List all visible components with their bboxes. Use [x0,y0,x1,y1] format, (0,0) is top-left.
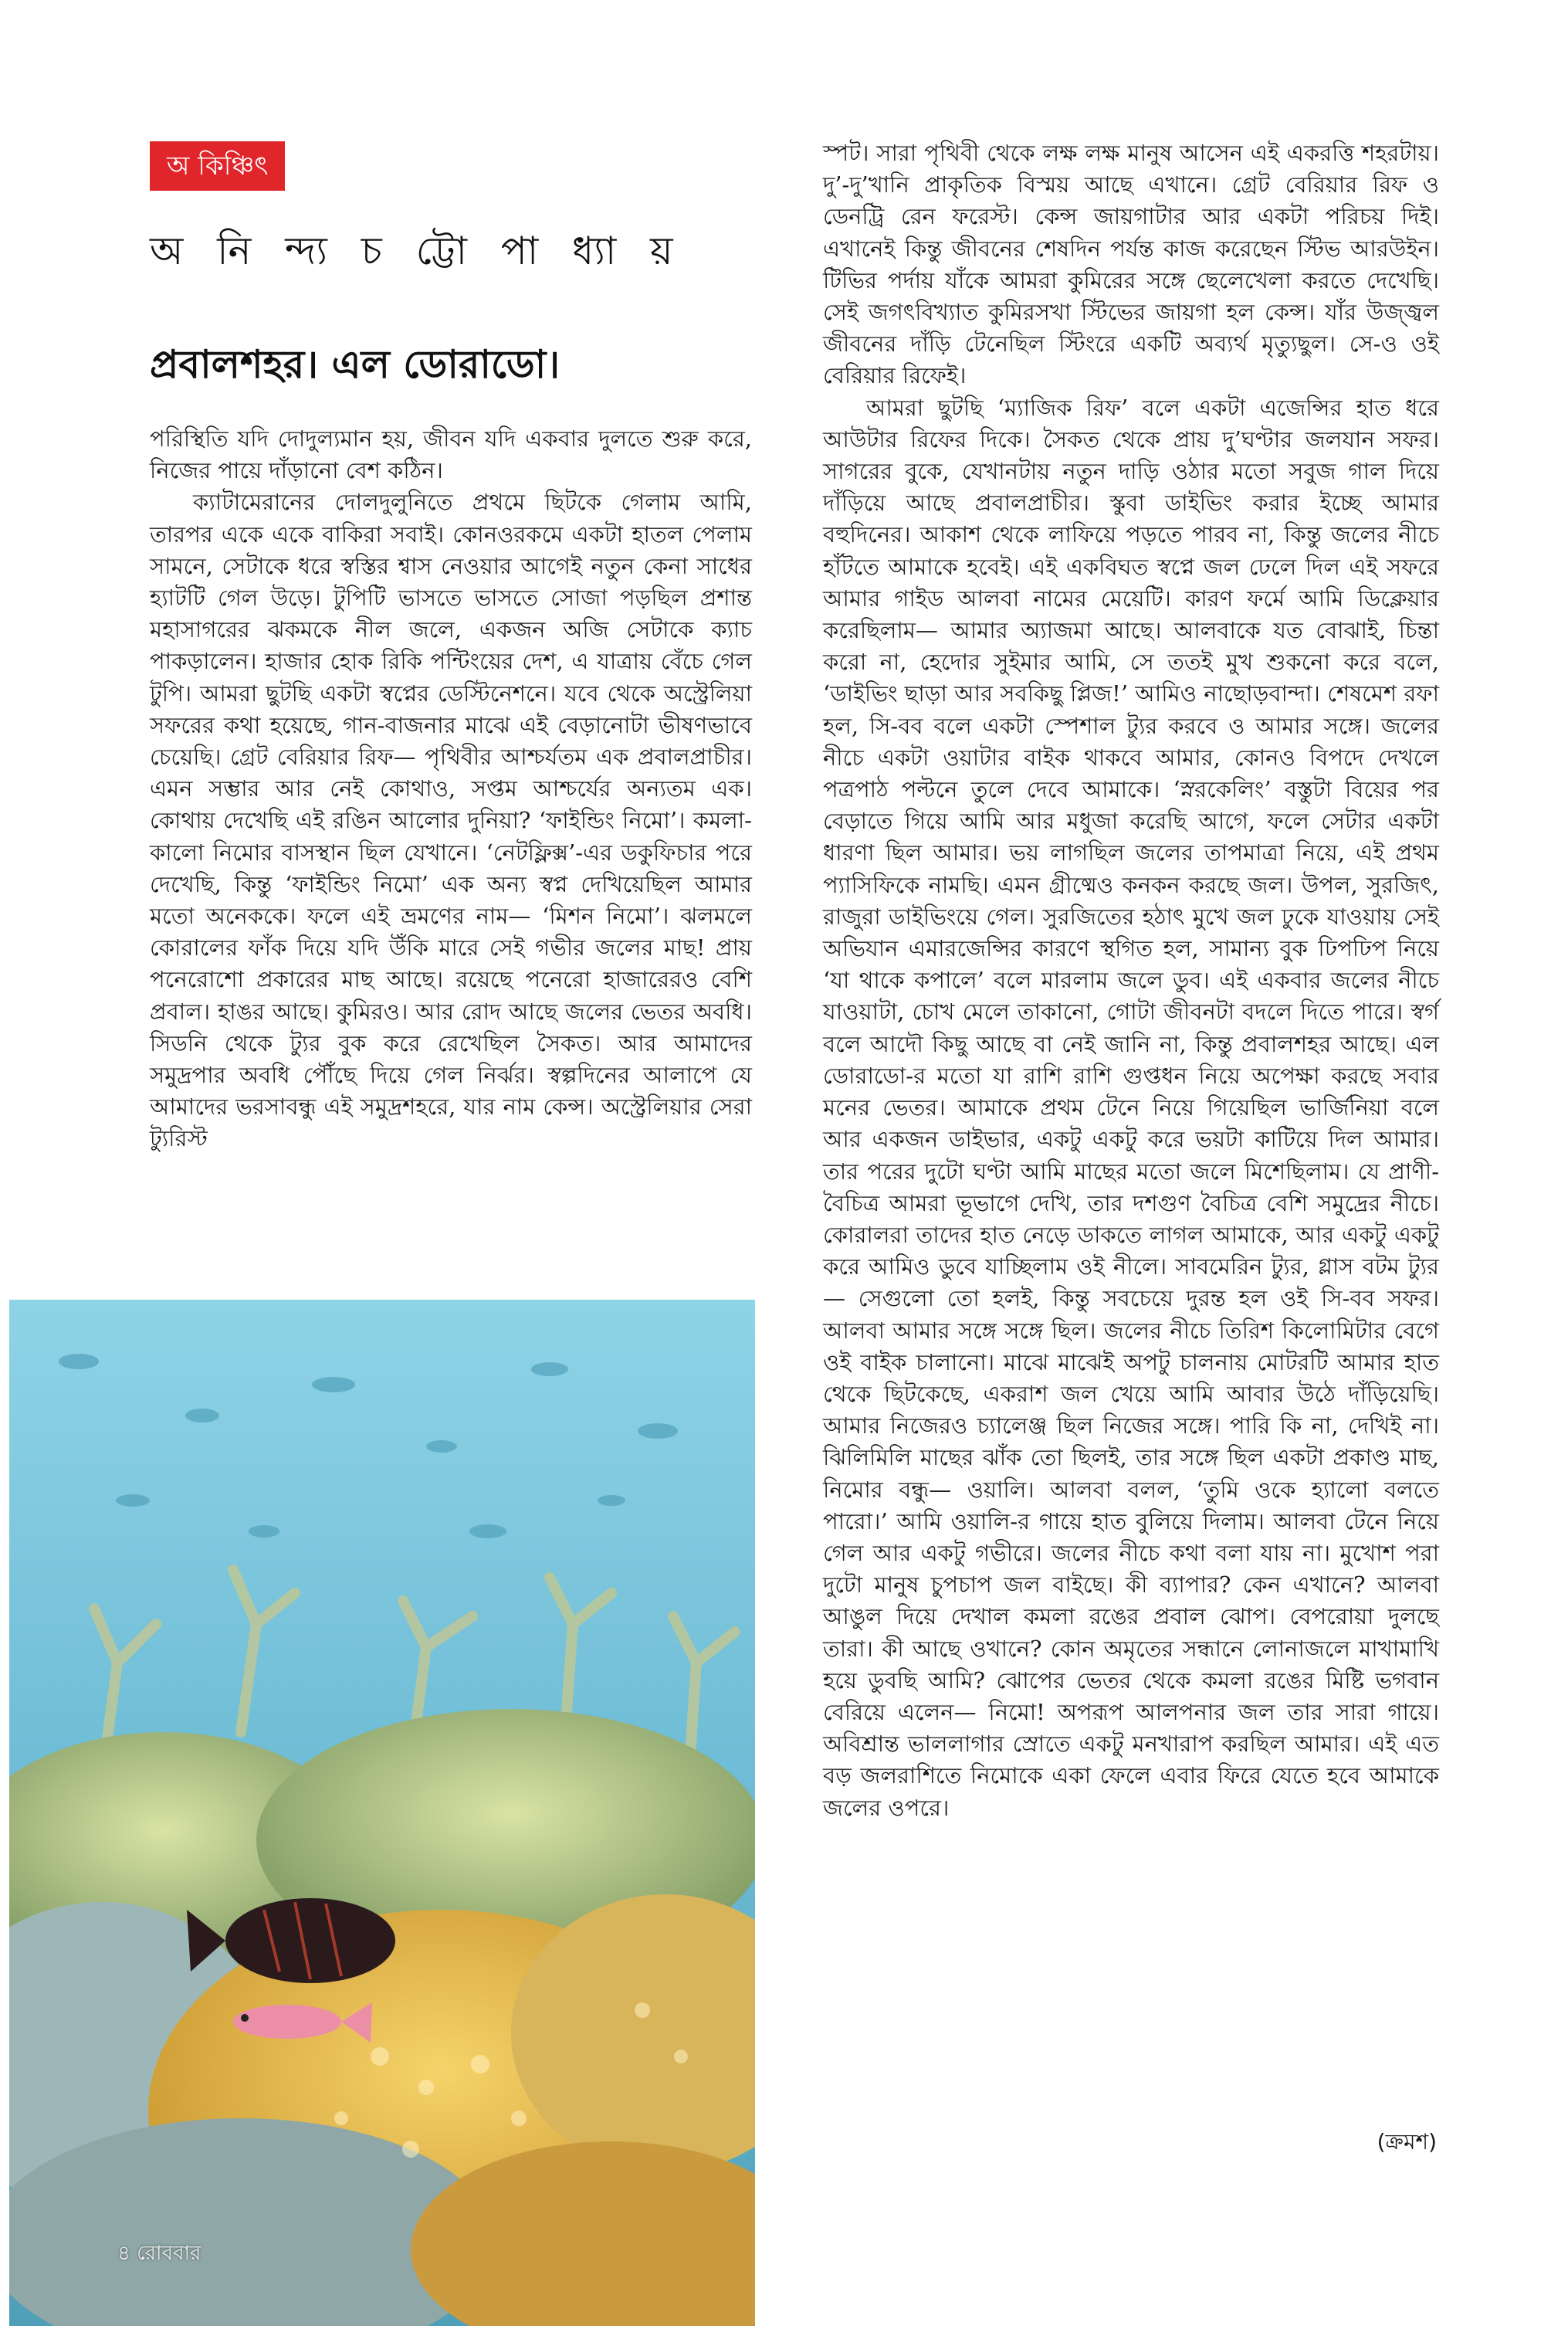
coral-reef-photo [9,1300,755,2326]
article-column-right [823,137,1439,1824]
page-number: ৪ রোববার [117,2242,202,2265]
paragraph: স্পট। সারা পৃথিবী থেকে লক্ষ লক্ষ মানুষ আসেন এই একরত্তি শহরটায়। দু’-দু’খানি প্রাকৃতিক বিস্ময় আছে এখানে। গ্রেট বেরিয়ার রিফ ও ডেনট্রি রেন ফরেস্ট। কেন্স জায়গাটার আর একটা পরিচয় দিই। এখানেই কিন্তু জীবনের শেষদিন পর্যন্ত কাজ করেছেন স্টিভ আরউইন। টিভির পর্দায় যাঁকে আমরা কুমিরের সঙ্গে ছেলেখেলা করতে দেখেছি। সেই জগৎবিখ্যাত কুমিরসখা স্টিভের জায়গা হল কেন্স। যাঁর উজ্জ্বল জীবনের দাঁড়ি টেনেছিল স্টিংরে একটি অব্যর্থ মৃত্যুছুল। সে-ও ওই বেরিয়ার রিফেই। [823,140,1439,389]
continued-label: (ক্রমশ) [1377,2129,1437,2155]
paragraph: আমরা ছুটছি ‘ম্যাজিক রিফ’ বলে একটা এজেন্সির হাত ধরে আউটার রিফের দিকে। সৈকত থেকে প্রায় দু’ঘণ্টার জলযান সফর। সাগরের বুকে, যেখানটায় নতুন দাড়ি ওঠার মতো সবুজ গাল দিয়ে দাঁড়িয়ে আছে প্রবালপ্রাচীর। স্কুবা ডাইভিং করার ইচ্ছে আমার বহুদিনের। আকাশ থেকে লাফিয়ে পড়তে পারব না, কিন্তু জলের নীচে হাঁটতে আমাকে হবেই। এই একবিঘত স্বপ্নে জল ঢেলে দিল এই সফরে আমার গাইড আলবা নামের মেয়েটি। কারণ ফর্মে আমি ডিক্লেয়ার করেছিলাম— আমার অ্যাজমা আছে। আলবাকে যত বোঝাই, চিন্তা করো না, হেদোর সুইমার আমি, সে ততই মুখ শুকনো করে বলে, ‘ডাইভিং ছাড়া আর সবকিছু প্লিজ!’ আমিও নাছোড়বান্দা। শেষমেশ রফা হল, সি-বব বলে একটা স্পেশাল ট্যুর করবে ও আমার সঙ্গে। জলের নীচে একটা ওয়াটার বাইক থাকবে আমার, কোনও বিপদে দেখলে পত্রপাঠ পল্টনে তুলে দেবে আমাকে। ‘স্নরকেলিং’ বস্তুটা বিয়ের পর বেড়াতে গিয়ে আমি আর মধুজা করেছি আগে, ফলে সেটার একটা ধারণা ছিল আমার। ভয় লাগছিল জলের তাপমাত্রা নিয়ে, এই প্রথম প্যাসিফিকে নামছি। এমন গ্রীষ্মেও কনকন করছে জল। উপল, সুরজিৎ, রাজুরা ডাইভিংয়ে গেল। সুরজিতের হঠাৎ মুখে জল ঢুকে যাওয়ায় সেই অভিযান এমারজেন্সির কারণে স্থগিত হল, সামান্য বুক ঢিপঢিপ নিয়ে ‘যা থাকে কপালে’ বলে মারলাম জলে ডুব। এই একবার জলের নীচে যাওয়াটা, চোখ মেলে তাকানো, গোটা জীবনটা বদলে দিতে পারে। স্বর্গ বলে আদৌ কিছু আছে বা নেই জানি না, কিন্তু প্রবালশহর আছে। এল ডোরাডো-র মতো যা রাশি রাশি গুপ্তধন নিয়ে অপেক্ষা করছে সবার মনের ভেতর। আমাকে প্রথম টেনে নিয়ে গিয়েছিল ভার্জিনিয়া বলে আর একজন ডাইভার, একটু একটু করে ভয়টা কাটিয়ে দিল আমার। তার পরের দুটো ঘণ্টা আমি মাছের মতো জলে মিশেছিলাম। যে প্রাণী-বৈচিত্র আমরা ভূভাগে দেখি, তার দশগুণ বৈচিত্র বেশি সমুদ্রের নীচে। কোরালরা তাদের হাত নেড়ে ডাকতে লাগল আমাকে, আর একটু একটু করে আমিও ডুবে যাচ্ছিলাম ওই নীলে। সাবমেরিন ট্যুর, গ্লাস বটম ট্যুর— সেগুলো তো হলই, কিন্তু সবচেয়ে দুরন্ত হল ওই সি-বব সফর। আলবা আমার সঙ্গে সঙ্গে ছিল। জলের নীচে তিরিশ কিলোমিটার বেগে ওই বাইক চালানো। মাঝে মাঝেই অপটু চালনায় মোটরটি আমার হাত থেকে ছিটকেছে, একরাশ জল খেয়ে আমি আবার উঠে দাঁড়িয়েছি। আমার নিজেরও চ্যালেঞ্জ ছিল নিজের সঙ্গে। পারি কি না, দেখিই না। ঝিলিমিলি মাছের ঝাঁক তো ছিলই, তার সঙ্গে ছিল একটা প্রকাণ্ড মাছ, নিমোর বন্ধু— ওয়ালি। আলবা বলল, ‘তুমি ওকে হ্যালো বলতে পারো।’ আমি ওয়ালি-র গায়ে হাত বুলিয়ে দিলাম। আলবা টেনে নিয়ে গেল আর একটু গভীরে। জলের নীচে কথা বলা যায় না। মুখোশ পরা দুটো মানুষ চুপচাপ জল বাইছে। কী ব্যাপার? কেন এখানে? আলবা আঙুল দিয়ে দেখাল কমলা রঙের প্রবাল ঝোপ। বেপরোয়া দুলছে তারা। কী আছে ওখানে? কোন অমৃতের সন্ধানে লোনাজলে মাখামাখি হয়ে ডুবছি আমি? ঝোপের ভেতর থেকে কমলা রঙের মিষ্টি ভগবান বেরিয়ে এলেন— নিমো! অপরূপ আলপনার জল তার সারা গায়ে। অবিশ্রান্ত ভাললাগার স্রোতে একটু মনখারাপ করছিল আমার। এই এত বড় জলরাশিতে নিমোকে একা ফেলে এবার ফিরে যেতে হবে আমাকে জলের ওপরে। [823,394,1439,1821]
page-title: প্রবালশহর। এল ডোরাডো। [150,342,560,387]
paragraph: ক্যাটামেরানের দোলদুলুনিতে প্রথমে ছিটকে গেলাম আমি, তারপর একে একে বাকিরা সবাই। কোনওরকমে একটা হাতল পেলাম সামনে, সেটাকে ধরে স্বস্তির শ্বাস নেওয়ার আগেই নতুন কেনা সাধের হ্যাটটি গেল উড়ে। টুপিটি ভাসতে ভাসতে সোজা পড়ছিল প্রশান্ত মহাসাগরের ঝকমকে নীল জলে, একজন অজি সেটাকে ক্যাচ পাকড়ালেন। হাজার হোক রিকি পন্টিংয়ের দেশ, এ যাত্রায় বেঁচে গেল টুপি। আমরা ছুটছি একটা স্বপ্নের ডেস্টিনেশনে। যবে থেকে অস্ট্রেলিয়া সফরের কথা হয়েছে, গান-বাজনার মাঝে এই বেড়ানোটা ভীষণভাবে চেয়েছি। গ্রেট বেরিয়ার রিফ— পৃথিবীর আশ্চর্যতম এক প্রবালপ্রাচীর। এমন সম্ভার আর নেই কোথাও, সপ্তম আশ্চর্যের অন্যতম এক। কোথায় দেখেছি এই রঙিন আলোর দুনিয়া? ‘ফাইন্ডিং নিমো’। কমলা-কালো নিমোর বাসস্থান ছিল যেখানে। ‘নেটফ্লিক্স’-এর ডকুফিচার পরে দেখেছি, কিন্তু ‘ফাইন্ডিং নিমো’ এক অন্য স্বপ্ন দেখিয়েছিল আমার মতো অনেককে। ফলে এই ভ্রমণের নাম— ‘মিশন নিমো’। ঝলমলে কোরালের ফাঁক দিয়ে যদি উঁকি মারে সেই গভীর জলের মাছ! প্রায় পনেরোশো প্রকারের মাছ আছে। রয়েছে পনেরো হাজারেরও বেশি প্রবাল। হাঙর আছে। কুমিরও। আর রোদ আছে জলের ভেতর অবধি। সিডনি থেকে ট্যুর বুক করে রেখেছিল সৈকত। আর আমাদের সমুদ্রপার অবধি পৌঁছে দিয়ে গেল নির্ঝর। স্বল্পদিনের আলাপে যে আমাদের ভরসাবন্ধু এই সমুদ্রশহরে, যার নাম কেন্স। অস্ট্রেলিয়ার সেরা ট্যুরিস্ট [150,489,752,1152]
coral-reef-with-fish-icon [9,1300,755,2326]
paragraph: পরিস্থিতি যদি দোদুল্যমান হয়, জীবন যদি একবার দুলতে শুরু করে, নিজের পায়ে দাঁড়ানো বেশ কঠিন। [150,426,752,484]
section-tag: অ কিঞ্চিৎ [150,141,285,191]
article-column-left [150,423,752,1155]
author-name: অ নি ন্দ্য চ ট্টো পা ধ্যা য় [150,229,684,273]
